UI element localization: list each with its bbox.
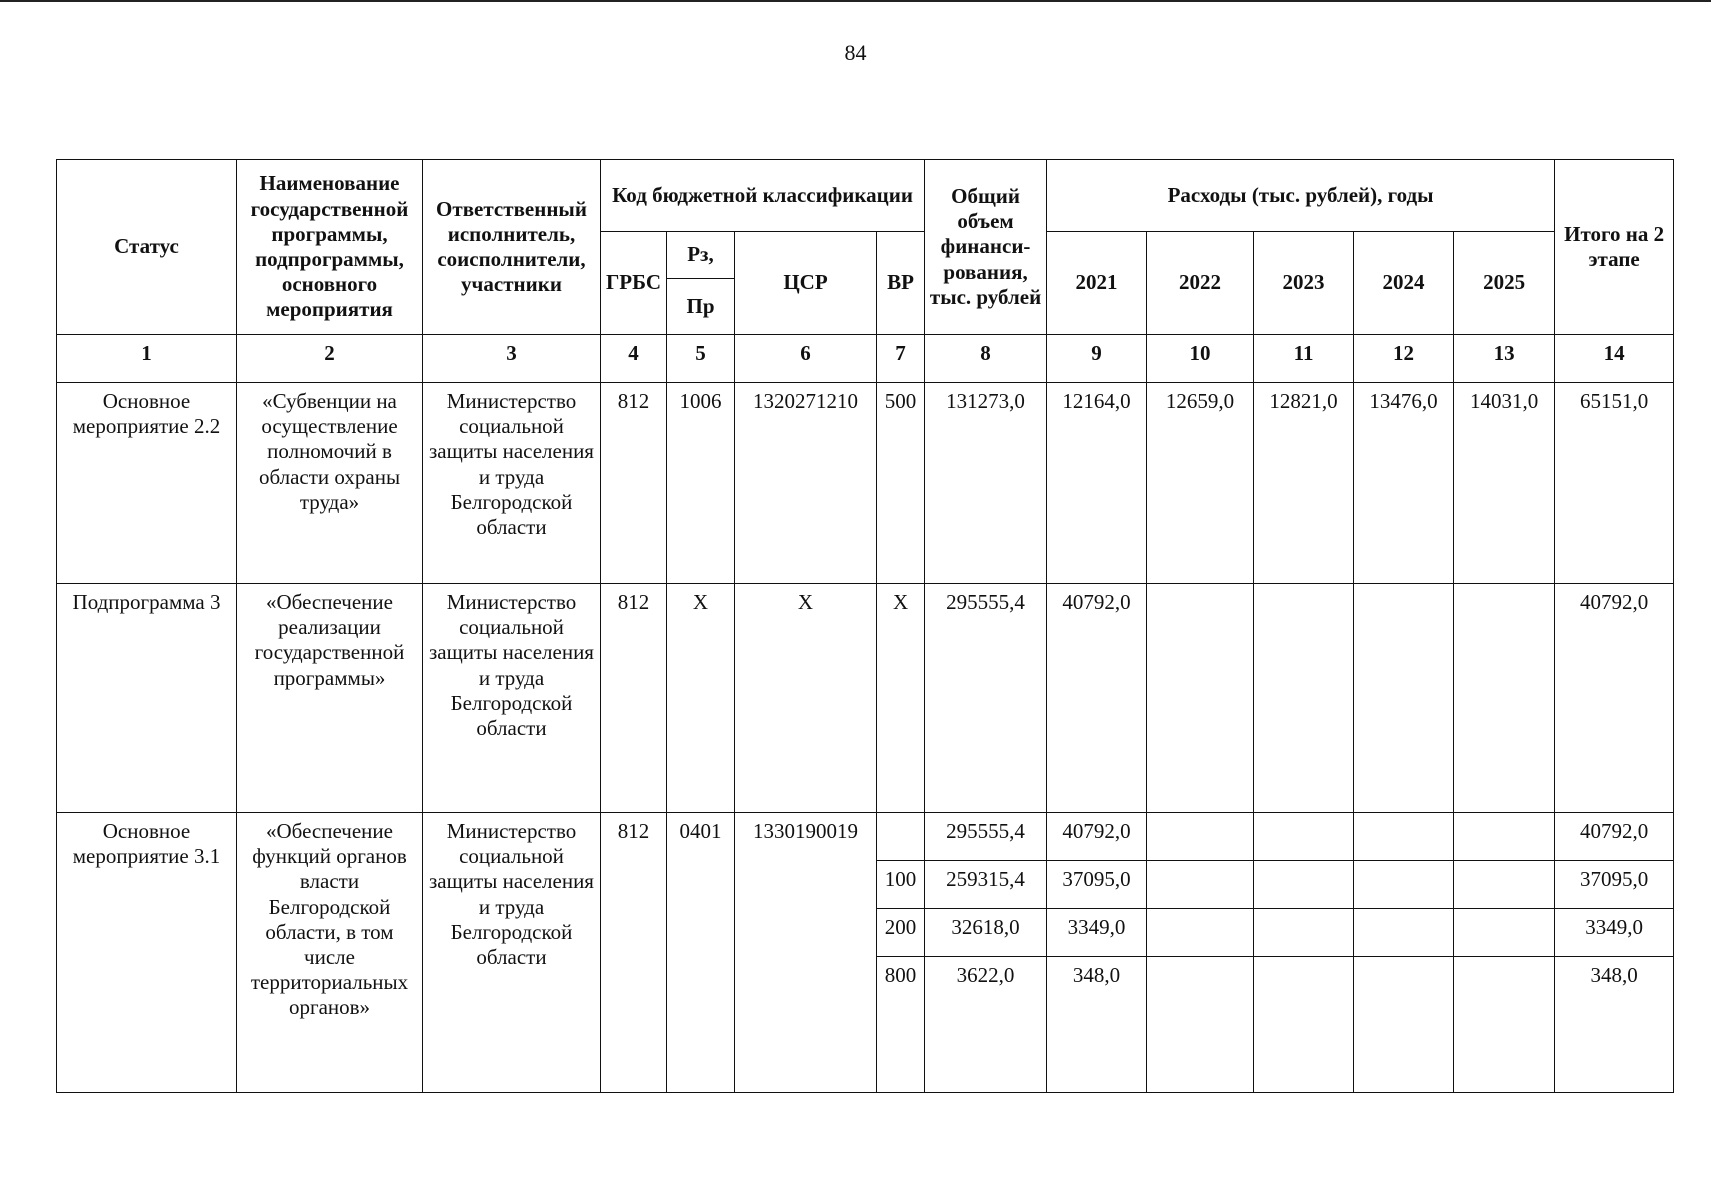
header-rz: Рз, (667, 232, 735, 279)
column-number: 4 (601, 335, 667, 383)
row-y2023 (1254, 813, 1354, 861)
row-stage-total: 348,0 (1555, 957, 1674, 1093)
row-responsible: Министерство социальной защиты населения и труда Белгородской области (423, 584, 601, 813)
row-vr: 200 (877, 909, 925, 957)
column-number: 1 (57, 335, 237, 383)
row-vr: 100 (877, 861, 925, 909)
row-y2022 (1147, 909, 1254, 957)
row-total: 259315,4 (925, 861, 1047, 909)
row-y2025: 14031,0 (1454, 383, 1555, 584)
header-year-2021: 2021 (1047, 232, 1147, 335)
header-pr: Пр (667, 279, 735, 335)
row-y2021: 37095,0 (1047, 861, 1147, 909)
row-y2021: 3349,0 (1047, 909, 1147, 957)
header-year-2025: 2025 (1454, 232, 1555, 335)
row-y2022 (1147, 957, 1254, 1093)
row-y2023 (1254, 909, 1354, 957)
column-number: 12 (1354, 335, 1454, 383)
table-row (57, 383, 1674, 584)
row-stage-total: 40792,0 (1555, 813, 1674, 861)
column-number: 13 (1454, 335, 1555, 383)
column-number-row (57, 335, 1674, 383)
row-y2022 (1147, 813, 1254, 861)
row-y2021: 12164,0 (1047, 383, 1147, 584)
row-y2025 (1454, 909, 1555, 957)
row-vr (877, 813, 925, 861)
row-y2021: 40792,0 (1047, 813, 1147, 861)
header-year-2022: 2022 (1147, 232, 1254, 335)
row-grbs: 812 (601, 383, 667, 584)
header-year-2024: 2024 (1354, 232, 1454, 335)
row-y2025 (1454, 957, 1555, 1093)
header-vr: ВР (877, 232, 925, 335)
row-y2024 (1354, 957, 1454, 1093)
column-number: 10 (1147, 335, 1254, 383)
row-y2023 (1254, 861, 1354, 909)
row-rzpr: 0401 (667, 813, 735, 1093)
row-status: Основное мероприятие 2.2 (57, 383, 237, 584)
row-responsible: Министерство социальной защиты населения и труда Белгородской области (423, 813, 601, 1093)
row-vr: 500 (877, 383, 925, 584)
row-stage-total: 3349,0 (1555, 909, 1674, 957)
row-stage-total: 65151,0 (1555, 383, 1674, 584)
top-rule (0, 0, 1711, 2)
row-csr: Х (735, 584, 877, 813)
row-rzpr: Х (667, 584, 735, 813)
row-y2024: 13476,0 (1354, 383, 1454, 584)
row-y2025 (1454, 813, 1555, 861)
header-name: Наименование государственной программы, подпрограммы, основного мероприятия (237, 160, 423, 335)
row-grbs: 812 (601, 584, 667, 813)
row-y2024 (1354, 813, 1454, 861)
column-number: 2 (237, 335, 423, 383)
row-total: 131273,0 (925, 383, 1047, 584)
row-y2024 (1354, 861, 1454, 909)
row-name: «Субвенции на осуществление полномочий в области охраны труда» (237, 383, 423, 584)
row-y2025 (1454, 861, 1555, 909)
row-y2023: 12821,0 (1254, 383, 1354, 584)
row-total: 295555,4 (925, 813, 1047, 861)
row-total: 32618,0 (925, 909, 1047, 957)
budget-table (56, 159, 1674, 1093)
row-grbs: 812 (601, 813, 667, 1093)
row-y2023 (1254, 584, 1354, 813)
row-y2021: 348,0 (1047, 957, 1147, 1093)
header-stage-total: Итого на 2 этапе (1555, 160, 1674, 335)
row-y2024 (1354, 909, 1454, 957)
row-rzpr: 1006 (667, 383, 735, 584)
column-number: 11 (1254, 335, 1354, 383)
header-budget-code: Код бюджетной классификации (601, 160, 925, 232)
header-expenses: Расходы (тыс. рублей), годы (1047, 160, 1555, 232)
row-stage-total: 37095,0 (1555, 861, 1674, 909)
table-row (57, 813, 1674, 861)
row-y2023 (1254, 957, 1354, 1093)
row-y2022: 12659,0 (1147, 383, 1254, 584)
page-number: 84 (844, 40, 867, 65)
column-number: 14 (1555, 335, 1674, 383)
column-number: 6 (735, 335, 877, 383)
row-y2022 (1147, 861, 1254, 909)
row-total: 295555,4 (925, 584, 1047, 813)
header-status: Статус (57, 160, 237, 335)
row-responsible: Министерство социальной защиты населения и труда Белгородской области (423, 383, 601, 584)
row-y2022 (1147, 584, 1254, 813)
header-responsible: Ответственный исполнитель, соисполнители, участники (423, 160, 601, 335)
row-y2024 (1354, 584, 1454, 813)
header-grbs: ГРБС (601, 232, 667, 335)
row-total: 3622,0 (925, 957, 1047, 1093)
row-y2021: 40792,0 (1047, 584, 1147, 813)
header-total-volume: Общий объем финанси-рования, тыс. рублей (925, 160, 1047, 335)
row-status: Подпрограмма 3 (57, 584, 237, 813)
column-number: 8 (925, 335, 1047, 383)
row-vr: Х (877, 584, 925, 813)
column-number: 3 (423, 335, 601, 383)
row-y2025 (1454, 584, 1555, 813)
row-name: «Обеспечение реализации государственной программы» (237, 584, 423, 813)
row-stage-total: 40792,0 (1555, 584, 1674, 813)
column-number: 5 (667, 335, 735, 383)
row-name: «Обеспечение функций органов власти Белгородской области, в том числе территориальных органов» (237, 813, 423, 1093)
column-number: 7 (877, 335, 925, 383)
row-vr: 800 (877, 957, 925, 1093)
header-csr: ЦСР (735, 232, 877, 335)
row-csr: 1320271210 (735, 383, 877, 584)
row-csr: 1330190019 (735, 813, 877, 1093)
column-number: 9 (1047, 335, 1147, 383)
row-status: Основное мероприятие 3.1 (57, 813, 237, 1093)
table-row (57, 584, 1674, 813)
header-year-2023: 2023 (1254, 232, 1354, 335)
